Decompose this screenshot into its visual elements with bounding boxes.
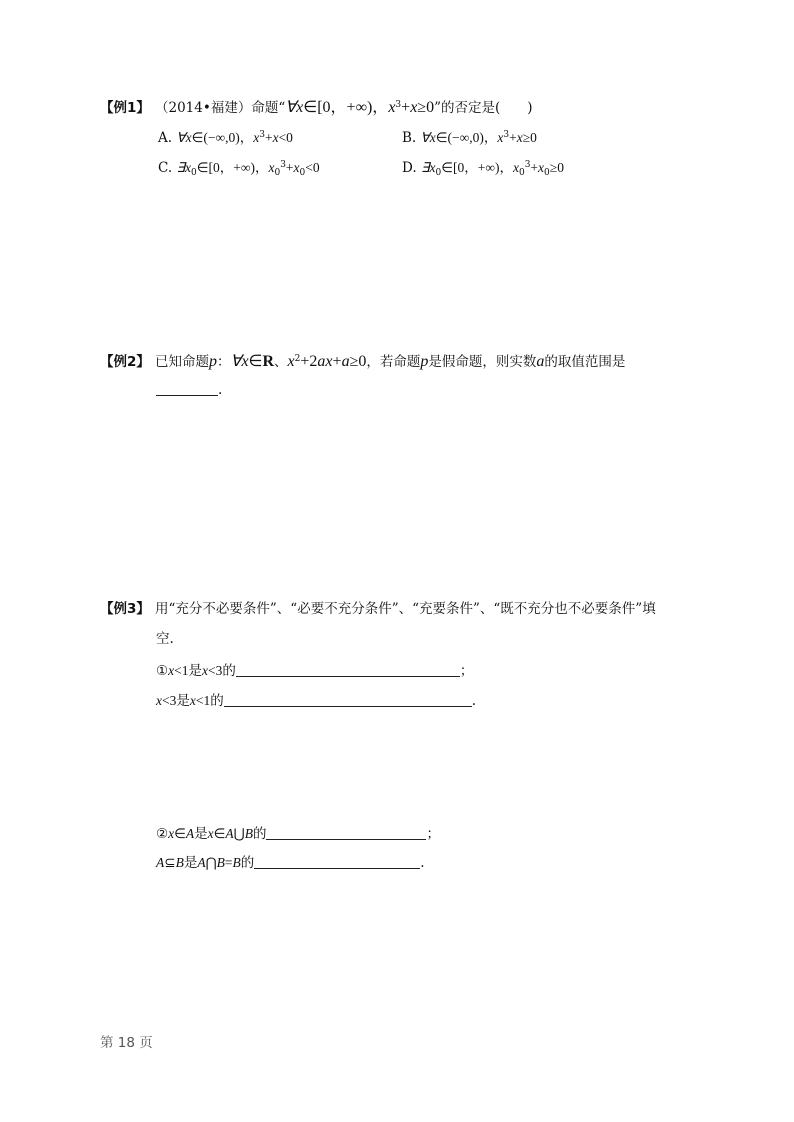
example-3-stem: 【例3】 用“充分不必要条件”、“必要不充分条件”、“充要条件”、“既不充分也不必要条件”填 [100,601,656,617]
example-3-q1-b: x<3是x<1的 . [156,693,477,709]
answer-blank[interactable] [266,827,426,840]
answer-blank[interactable] [224,694,472,707]
example-1-tag: 【例1】 [100,100,150,116]
example-1-option-a: A. ∀x∈(−∞,0)，$x^3+x<0$ [158,130,293,146]
example-3-q1-a: ①x<1是x<3的 ； [156,663,474,679]
example-1-stem-tail: ”的否定是( ) [434,100,533,116]
example-2-answer-line: . [156,382,222,398]
page-number: 第 18 页 [100,1035,153,1051]
example-3-q2-b: A⊆B是A⋂B=B的 . [156,855,425,871]
example-1-option-c: C. $\exists x_0\in[0$，+∞)，$x_0^3+x_0<0$ [158,160,320,178]
example-3-stem-line2: 空. [156,631,174,647]
example-3-tag: 【例3】 [100,601,150,617]
example-2-tag: 【例2】 [100,354,150,370]
example-1-option-d: D. $\exists x_0\in[0$，+∞)，$x_0^3+x_0\ge 0$ [402,160,564,178]
example-1-source: （2014•福建）命题 [155,100,279,116]
example-2-stem: 【例2】 已知命题p：∀x∈R、$x^2+2ax+a\ge 0$，若命题p是假命题，则实数a的取值范围是 [100,353,626,370]
example-1-option-b: B. ∀x∈(−∞,0)，$x^3+x\ge 0$ [402,130,537,146]
example-3-q2-a: ②x∈A是x∈A⋃B的 ； [156,826,440,842]
answer-blank[interactable] [254,856,420,869]
answer-blank[interactable] [156,383,218,396]
example-1-stem: 【例1】 （2014•福建）命题“∀x∈[0，+∞)，$x^3+x\ge 0$”的否定是( ) [100,99,533,116]
answer-blank[interactable] [236,664,460,677]
